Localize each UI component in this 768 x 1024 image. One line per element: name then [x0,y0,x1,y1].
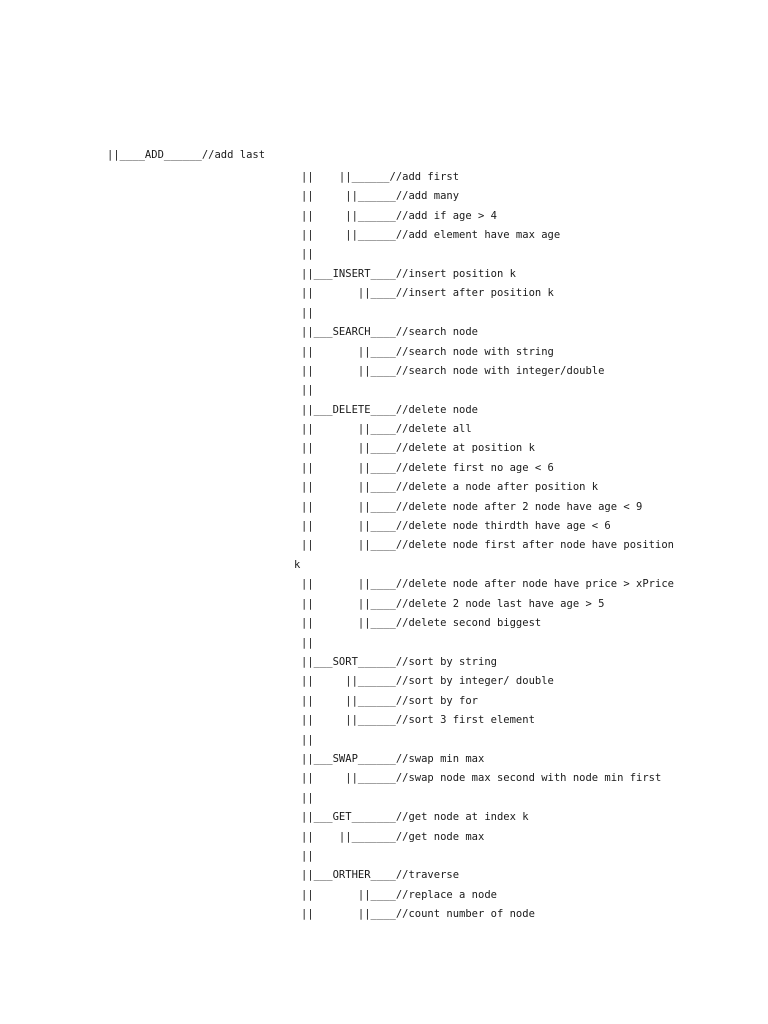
text-line-insert: ||___INSERT____//insert position k [301,268,516,280]
text-line: || ||______//add many [301,190,460,202]
text-line: || ||____//delete second biggest [301,617,542,629]
text-line-wrap: k [294,559,301,571]
text-line: || [301,850,314,862]
text-line-add: ||____ADD______//add last [107,149,266,161]
text-line: || [301,307,314,319]
text-line-search: ||___SEARCH____//search node [301,326,479,338]
text-line: || ||____//delete 2 node last have age > 5 [301,598,605,610]
text-line-delete: ||___DELETE____//delete node [301,404,479,416]
text-line: || ||____//delete at position k [301,442,535,454]
text-line: || [301,637,314,649]
text-line-swap: ||___SWAP______//swap min max [301,753,485,765]
text-line: || [301,384,314,396]
text-line: || ||____//delete node first after node have position [301,539,674,551]
text-line: || ||____//insert after position k [301,287,554,299]
text-line: || ||____//replace a node [301,889,497,901]
text-line: || ||______//sort 3 first element [301,714,535,726]
text-line-sort: ||___SORT______//sort by string [301,656,497,668]
text-line: || ||____//search node with integer/double [301,365,605,377]
text-line: || ||_______//get node max [301,831,485,843]
text-line: || ||____//delete node thirdth have age < 6 [301,520,611,532]
text-line: || ||____//delete a node after position k [301,481,599,493]
text-line: || [301,248,314,260]
text-line: || [301,734,314,746]
text-line: || ||______//add first [301,171,460,183]
text-line: || ||____//delete node after 2 node have age < 9 [301,501,643,513]
text-line: || ||____//search node with string [301,346,554,358]
text-line: || ||____//count number of node [301,908,535,920]
text-line: || ||______//add if age > 4 [301,210,497,222]
text-line: || ||______//sort by integer/ double [301,675,554,687]
text-line: || ||____//delete first no age < 6 [301,462,554,474]
text-line: || ||____//delete node after node have price > xPrice [301,578,674,590]
text-line: || ||______//sort by for [301,695,479,707]
text-line: || [301,792,314,804]
text-line: || ||____//delete all [301,423,472,435]
text-line-get: ||___GET_______//get node at index k [301,811,529,823]
text-line: || ||______//add element have max age [301,229,561,241]
text-line-orther: ||___ORTHER____//traverse [301,869,460,881]
text-line: || ||______//swap node max second with node min first [301,772,662,784]
